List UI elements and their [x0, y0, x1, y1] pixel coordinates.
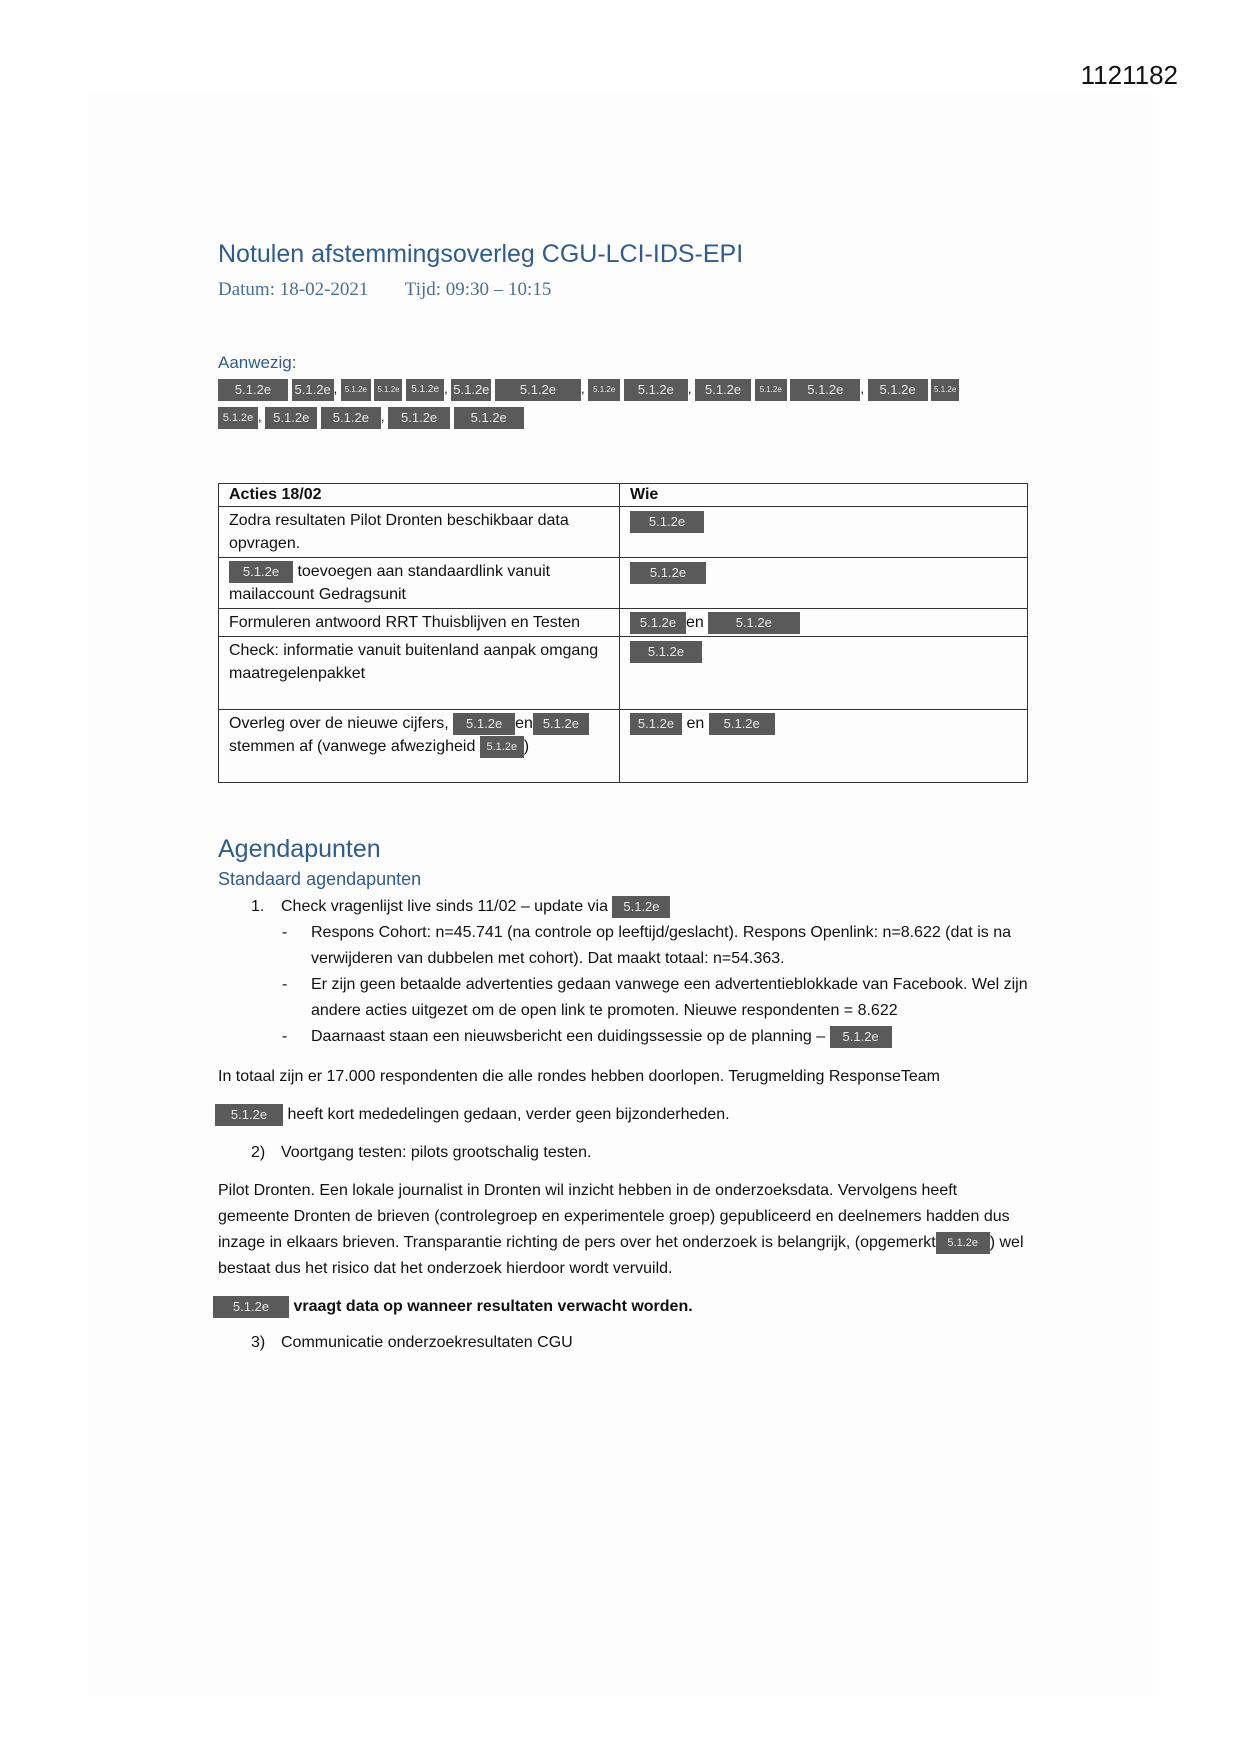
who-cell: [620, 558, 1028, 609]
agenda-item-2: [218, 1140, 1030, 1166]
redaction: 5.1.2e: [406, 379, 444, 401]
bullet-text: Daarnaast staan een nieuwsbericht een duidingssessie op de planning –: [311, 1028, 826, 1045]
redaction: 5.1.2e: [453, 713, 515, 735]
paragraph-text: heeft kort mededelingen gedaan, verder geen bijzonderheden.: [283, 1106, 730, 1123]
actions-table: [218, 483, 1028, 783]
who-cell: [620, 637, 1028, 710]
table-row: [219, 558, 1028, 609]
redaction: 5.1.2e: [495, 379, 581, 401]
redaction: 5.1.2e: [630, 562, 706, 584]
meeting-meta: [218, 279, 1030, 301]
redaction: 5.1.2e: [931, 379, 959, 401]
item-number: 1.: [251, 898, 265, 915]
who-cell: [620, 710, 1028, 783]
redaction: 5.1.2e: [630, 511, 704, 533]
who-cell: [620, 507, 1028, 558]
table-row: [219, 507, 1028, 558]
action-cell: Check: informatie vanuit buitenland aanpak omgang maatregelenpakket: [219, 637, 620, 710]
redaction: 5.1.2e: [630, 612, 686, 634]
redaction: 5.1.2e: [292, 379, 334, 401]
redaction: 5.1.2e: [709, 713, 775, 735]
bullet-item: - Daarnaast staan een nieuwsbericht een duidingssessie op de planning – 5.1.2e: [218, 1024, 1030, 1050]
who-cell: [620, 609, 1028, 637]
redaction: 5.1.2e: [374, 379, 402, 401]
agenda-heading: Agendapunten: [218, 835, 381, 863]
redaction: 5.1.2e: [708, 612, 800, 634]
agenda-item-1: [218, 894, 1030, 920]
redaction: 5.1.2e: [229, 561, 293, 583]
redaction: 5.1.2e: [630, 641, 702, 663]
attendees-row-1: 5.1.2e 5.1.2e , 5.1.2e 5.1.2e 5.1.2e , 5.1.2e 5.1.2e , 5.1.2e 5.1.2e , 5.1.2e 5.1.2e 5.1.2e , 5.1.2e 5.1.2e: [218, 377, 1030, 401]
redaction: 5.1.2e: [612, 896, 670, 918]
table-row: [219, 637, 1028, 710]
redaction: 5.1.2e: [936, 1232, 990, 1254]
redaction: 5.1.2e: [630, 713, 682, 735]
redaction: 5.1.2e: [451, 379, 491, 401]
paragraph: [218, 1102, 1030, 1128]
action-cell: [219, 558, 620, 609]
agenda-subheading: Standaard agendapunten: [218, 869, 422, 889]
table-header-row: [219, 484, 1028, 507]
redaction: 5.1.2e: [321, 407, 381, 429]
en-text: en: [686, 715, 705, 732]
redaction: 5.1.2e: [695, 379, 751, 401]
redaction: 5.1.2e: [218, 379, 288, 401]
redaction: 5.1.2e: [588, 379, 620, 401]
redaction: 5.1.2e: [454, 407, 524, 429]
redaction: 5.1.2e: [213, 1296, 289, 1318]
item-text: Voortgang testen: pilots grootschalig testen.: [281, 1144, 592, 1161]
redaction: 5.1.2e: [755, 379, 787, 401]
item-text: Communicatie onderzoekresultaten CGU: [281, 1334, 573, 1351]
item-text: Check vragenlijst live sinds 11/02 – update via: [281, 898, 608, 915]
col-header-who: Wie: [620, 484, 1028, 507]
redaction: 5.1.2e: [533, 713, 589, 735]
redaction: 5.1.2e: [215, 1104, 283, 1126]
redaction: 5.1.2e: [480, 736, 524, 758]
paragraph: [218, 1178, 1030, 1282]
action-cell: [219, 710, 620, 783]
action-cell: Zodra resultaten Pilot Dronten beschikbaar data opvragen.: [219, 507, 620, 558]
document-number: 1121182: [1080, 60, 1178, 90]
redaction: 5.1.2e: [790, 379, 860, 401]
en-text: en: [515, 715, 533, 732]
col-header-actions: Acties 18/02: [219, 484, 620, 507]
paragraph-text: Pilot Dronten. Een lokale journalist in Dronten wil inzicht hebben in de onderzoeksdata. Vervolgens heeft gemeente Dronten de brieven (controlegroep en experimentele groep) gepubliceerd en deelnemers hadden dus inzage in elkaars brieven. Transparantie richting de pers over het onderzoek is belangrijk, (opgemerkt: [218, 1182, 1010, 1251]
paragraph-text: ) wel bestaat dus het risico dat het onderzoek hierdoor wordt vervuild.: [218, 1234, 1024, 1277]
action-text: toevoegen aan standaardlink vanuit mailaccount Gedragsunit: [229, 563, 551, 603]
action-text: Overleg over de nieuwe cijfers,: [229, 715, 454, 732]
meeting-time: Tijd: 09:30 – 10:15: [404, 279, 552, 300]
redaction: 5.1.2e: [341, 379, 371, 401]
bullet-item: - Respons Cohort: n=45.741 (na controle op leeftijd/geslacht). Respons Openlink: n=8.622 (dat is na verwijderen van dubbelen met cohort). Dat maakt totaal: n=54.363.: [218, 920, 1030, 972]
item-number: 3): [251, 1334, 266, 1351]
paragraph: In totaal zijn er 17.000 respondenten die alle rondes hebben doorlopen. Terugmelding ResponseTeam: [218, 1068, 940, 1085]
meeting-date: Datum: 18-02-2021: [218, 279, 369, 300]
action-text: stemmen af (vanwege afwezigheid: [229, 738, 480, 755]
table-row: [219, 609, 1028, 637]
redaction: 5.1.2e: [624, 379, 688, 401]
bullet-item: - Er zijn geen betaalde advertenties gedaan vanwege een advertentieblokkade van Facebook. Wel zijn andere acties uitgezet om de open link te promoten. Nieuwe respondenten = 8.622: [218, 972, 1030, 1024]
attendees-row-2: 5.1.2e , 5.1.2e 5.1.2e , 5.1.2e 5.1.2e: [218, 405, 1030, 429]
attendees-label: Aanwezig:: [218, 353, 297, 372]
bullet-text: Respons Cohort: n=45.741 (na controle op leeftijd/geslacht). Respons Openlink: n=8.622 (dat is na verwijderen van dubbelen met cohort). Dat maakt totaal: n=54.363.: [311, 924, 1011, 967]
en-text: en: [686, 614, 704, 631]
bullet-text: Er zijn geen betaalde advertenties gedaan vanwege een advertentieblokkade van Facebook. Wel zijn andere acties uitgezet om de open link te promoten. Nieuwe respondenten = 8.622: [311, 976, 1028, 1019]
redaction: 5.1.2e: [388, 407, 450, 429]
document-title: Notulen afstemmingsoverleg CGU-LCI-IDS-EPI: [218, 240, 744, 268]
agenda-item-3: [218, 1330, 1030, 1356]
paragraph-text: vraagt data op wanneer resultaten verwacht worden.: [289, 1298, 693, 1315]
redaction: 5.1.2e: [265, 407, 317, 429]
table-row: [219, 710, 1028, 783]
redaction: 5.1.2e: [218, 407, 258, 429]
item-number: 2): [251, 1144, 266, 1161]
redaction: 5.1.2e: [868, 379, 928, 401]
redaction: 5.1.2e: [830, 1026, 892, 1048]
paragraph: [218, 1294, 1030, 1320]
document-body: [218, 240, 1030, 1356]
action-text: ): [523, 738, 530, 755]
action-cell: Formuleren antwoord RRT Thuisblijven en Testen: [219, 609, 620, 637]
